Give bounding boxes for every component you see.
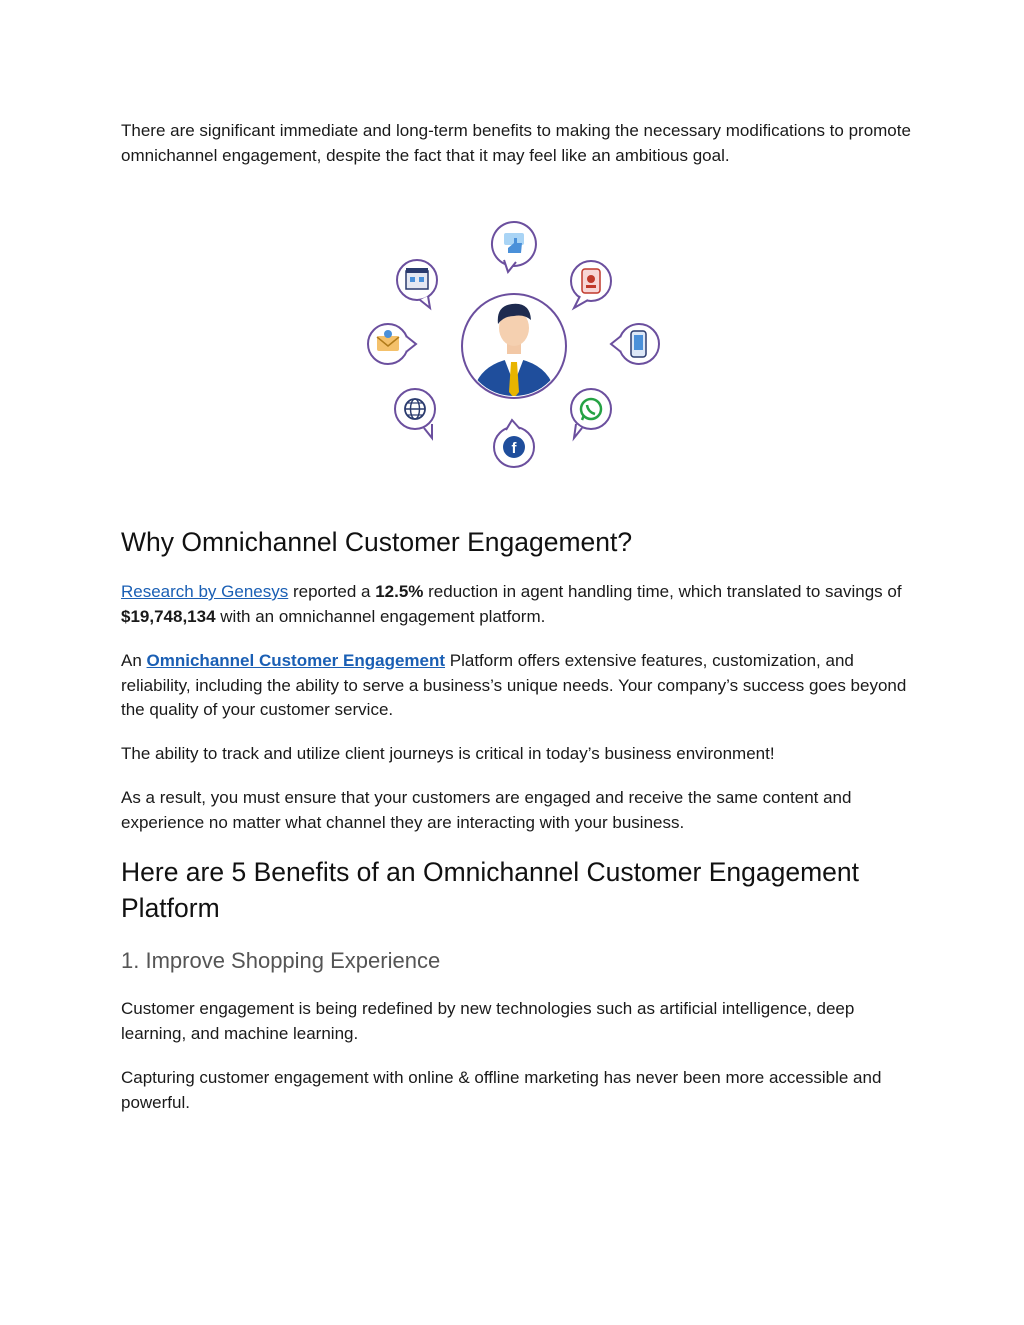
consistency-paragraph: As a result, you must ensure that your customers are engaged and receive the same content and experience no matter what channel they are interacting with your business.: [121, 788, 852, 832]
stat-percentage: 12.5%: [375, 582, 424, 601]
platform-paragraph: An Omnichannel Customer Engagement Platform offers extensive features, customization, and reliability, including the ability to serve a business’s unique needs. Your company’s success goes beyond the quality of your customer service.: [121, 651, 907, 719]
intro-paragraph: There are significant immediate and long-term benefits to making the necessary modifications to promote omnichannel engagement, despite the fact that it may feel like an ambitious goal.: [121, 121, 911, 165]
facebook-icon: [494, 420, 534, 467]
omnichannel-illustration: [344, 216, 684, 488]
svg-text:f: f: [511, 440, 517, 457]
person-avatar: [462, 294, 566, 398]
genesys-paragraph: Research by Genesys reported a 12.5% reduction in agent handling time, which translated to savings of $19,748,134 with an omnichannel engagement platform.: [121, 582, 902, 626]
globe-icon: [395, 389, 435, 438]
email-icon: [368, 324, 416, 364]
research-genesys-link[interactable]: Research by Genesys: [121, 582, 289, 601]
section-heading-why: Why Omnichannel Customer Engagement?: [121, 527, 633, 557]
smartphone-icon: [611, 324, 659, 364]
section-heading-benefits: Here are 5 Benefits of an Omnichannel Customer Engagement Platform: [121, 857, 859, 923]
marketing-paragraph: Capturing customer engagement with online & offline marketing has never been more accessible and powerful.: [121, 1068, 882, 1112]
technologies-paragraph: Customer engagement is being redefined by new technologies such as artificial intelligence, deep learning, and machine learning.: [121, 999, 855, 1043]
journeys-paragraph: The ability to track and utilize client journeys is critical in today’s business environment!: [121, 744, 775, 763]
whatsapp-icon: [571, 389, 611, 438]
thumbs-up-chat-icon: [492, 222, 536, 272]
storefront-icon: [397, 260, 437, 308]
omnichannel-engagement-link[interactable]: Omnichannel Customer Engagement: [146, 651, 446, 670]
subheading-shopping-experience: 1. Improve Shopping Experience: [121, 948, 441, 973]
stat-savings: $19,748,134: [121, 606, 216, 626]
mobile-profile-icon: [571, 261, 611, 308]
